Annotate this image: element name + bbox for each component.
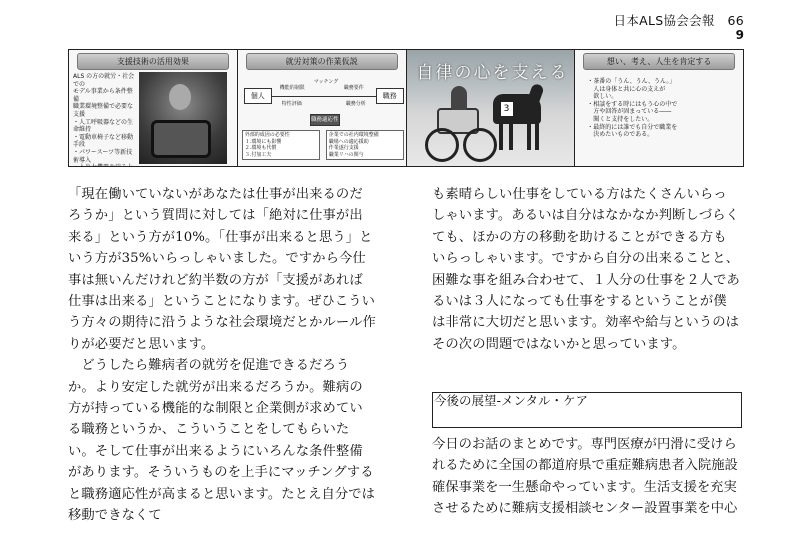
slide-title: 支援技術の活用効果	[77, 53, 229, 70]
job-fit-label: 職務適応性	[310, 114, 340, 126]
rider	[451, 86, 467, 110]
slide-affirm-life	[575, 50, 743, 166]
individual-box: 個人	[244, 88, 272, 104]
paragraph: 「現在働いていないがあなたは仕事が出来るのだろうか」という質問に対しては「絶対に仕事が出来る」という方が10%。「仕事が出来ると思う」という方が35%いらっしゃいました。ですから今仕事は無いんだけれど約半数の方が「支援があれば仕事は出来る」ということになります。ぜひこういう方々の期待に沿うような社会環境だとかルール作りが必要だと思います。	[68, 187, 376, 352]
page-number: 9	[735, 28, 744, 42]
left-factors: 外部的成因の必要性 １.環境にも影響 ２.環境も代償 ３.付加工夫	[242, 130, 320, 160]
paragraph: どうしたら難病者の就労を促進できるだろうか。より安定した就労が出来るだろうか。難病の方が持っている機能的な制限と企業側が求めている職務というか、こういうことをしてもらいたい。そして仕事が出来るようにいろんな条件整備があります。そういうものを上手にマッチングすると職務適応性が高まると思います。たとえ自分では移動できなくて	[68, 358, 376, 524]
slide-photo-horse-cart	[407, 50, 576, 166]
bib-number: 3	[501, 102, 513, 116]
slide-title: 自律の心を支える	[416, 63, 569, 83]
job-box: 職務	[376, 88, 404, 104]
slide-title: 想い、考え、人生を肯定する	[583, 53, 735, 70]
cart-wheel	[425, 128, 459, 162]
cart-wheel	[463, 128, 497, 162]
right-column	[432, 184, 740, 355]
slide-assistive-tech	[69, 50, 238, 166]
left-column	[68, 184, 376, 527]
wheelchair-photo	[139, 72, 227, 164]
right-column-continued	[432, 434, 742, 520]
slide-title: 就労対策の作業仮説	[246, 53, 398, 70]
slide-work-hypothesis: 就労対策の作業仮説 個人 職務 機能的制限 特性評価 職務要件 職務分析 マッチング 職務適応性 外部的成因の必要性 １.環境にも影響 ２.環境も代償 ３.付加工夫 企業での社内環境整備 職場への適応援助 作業遂行支援 職業リハの関与	[238, 50, 407, 166]
paragraph: も素晴らしい仕事をしている方はたくさんいらっしゃいます。あるいは自分はなかなか判断しづらくても、ほかの方の移動を助けることができる方もいらっしゃいます。ですから自分の出来ることと、困難な事を組み合わせて、１人分の仕事を２人であるいは３人になっても仕事をするということが僕は非常に大切だと思います。効率や給与というのはその次の問題ではないかと思っています。	[432, 187, 740, 352]
slide-bullets: ALS の方の就労・社会での モデル事業から条件整備 職業環境整備で必要な支援 ・人工呼吸器などの生命維持 ・電動車椅子など移動手段 ・パワースーツ等新技術導入	[73, 73, 135, 164]
slide-bullets: ・茶番の「うん、うん、うん。」 人は身体と共に心の支えが 欲しい。 ・相談をする時にはもう心の中で 方や回答が固まっている―― 聞くと支持をしたい。 ・最終的には誰でも自分で職業を 決めたいものである。	[587, 78, 678, 139]
right-factors: 企業での社内環境整備 職場への適応援助 作業遂行支援 職業リハの関与	[326, 130, 404, 160]
journal-header: 日本ALS協会会報 66	[613, 13, 744, 28]
section-heading: 今後の展望-メンタル・ケア	[432, 392, 742, 428]
slide-strip	[68, 49, 744, 167]
paragraph: 今日のお話のまとめです。専門医療が円滑に受けられるために全国の都道府県で重症難病患者入院施設確保事業を一生懸命やっています。生活支援を充実させるために難病支援相談センター設置事業を中心	[432, 437, 738, 517]
